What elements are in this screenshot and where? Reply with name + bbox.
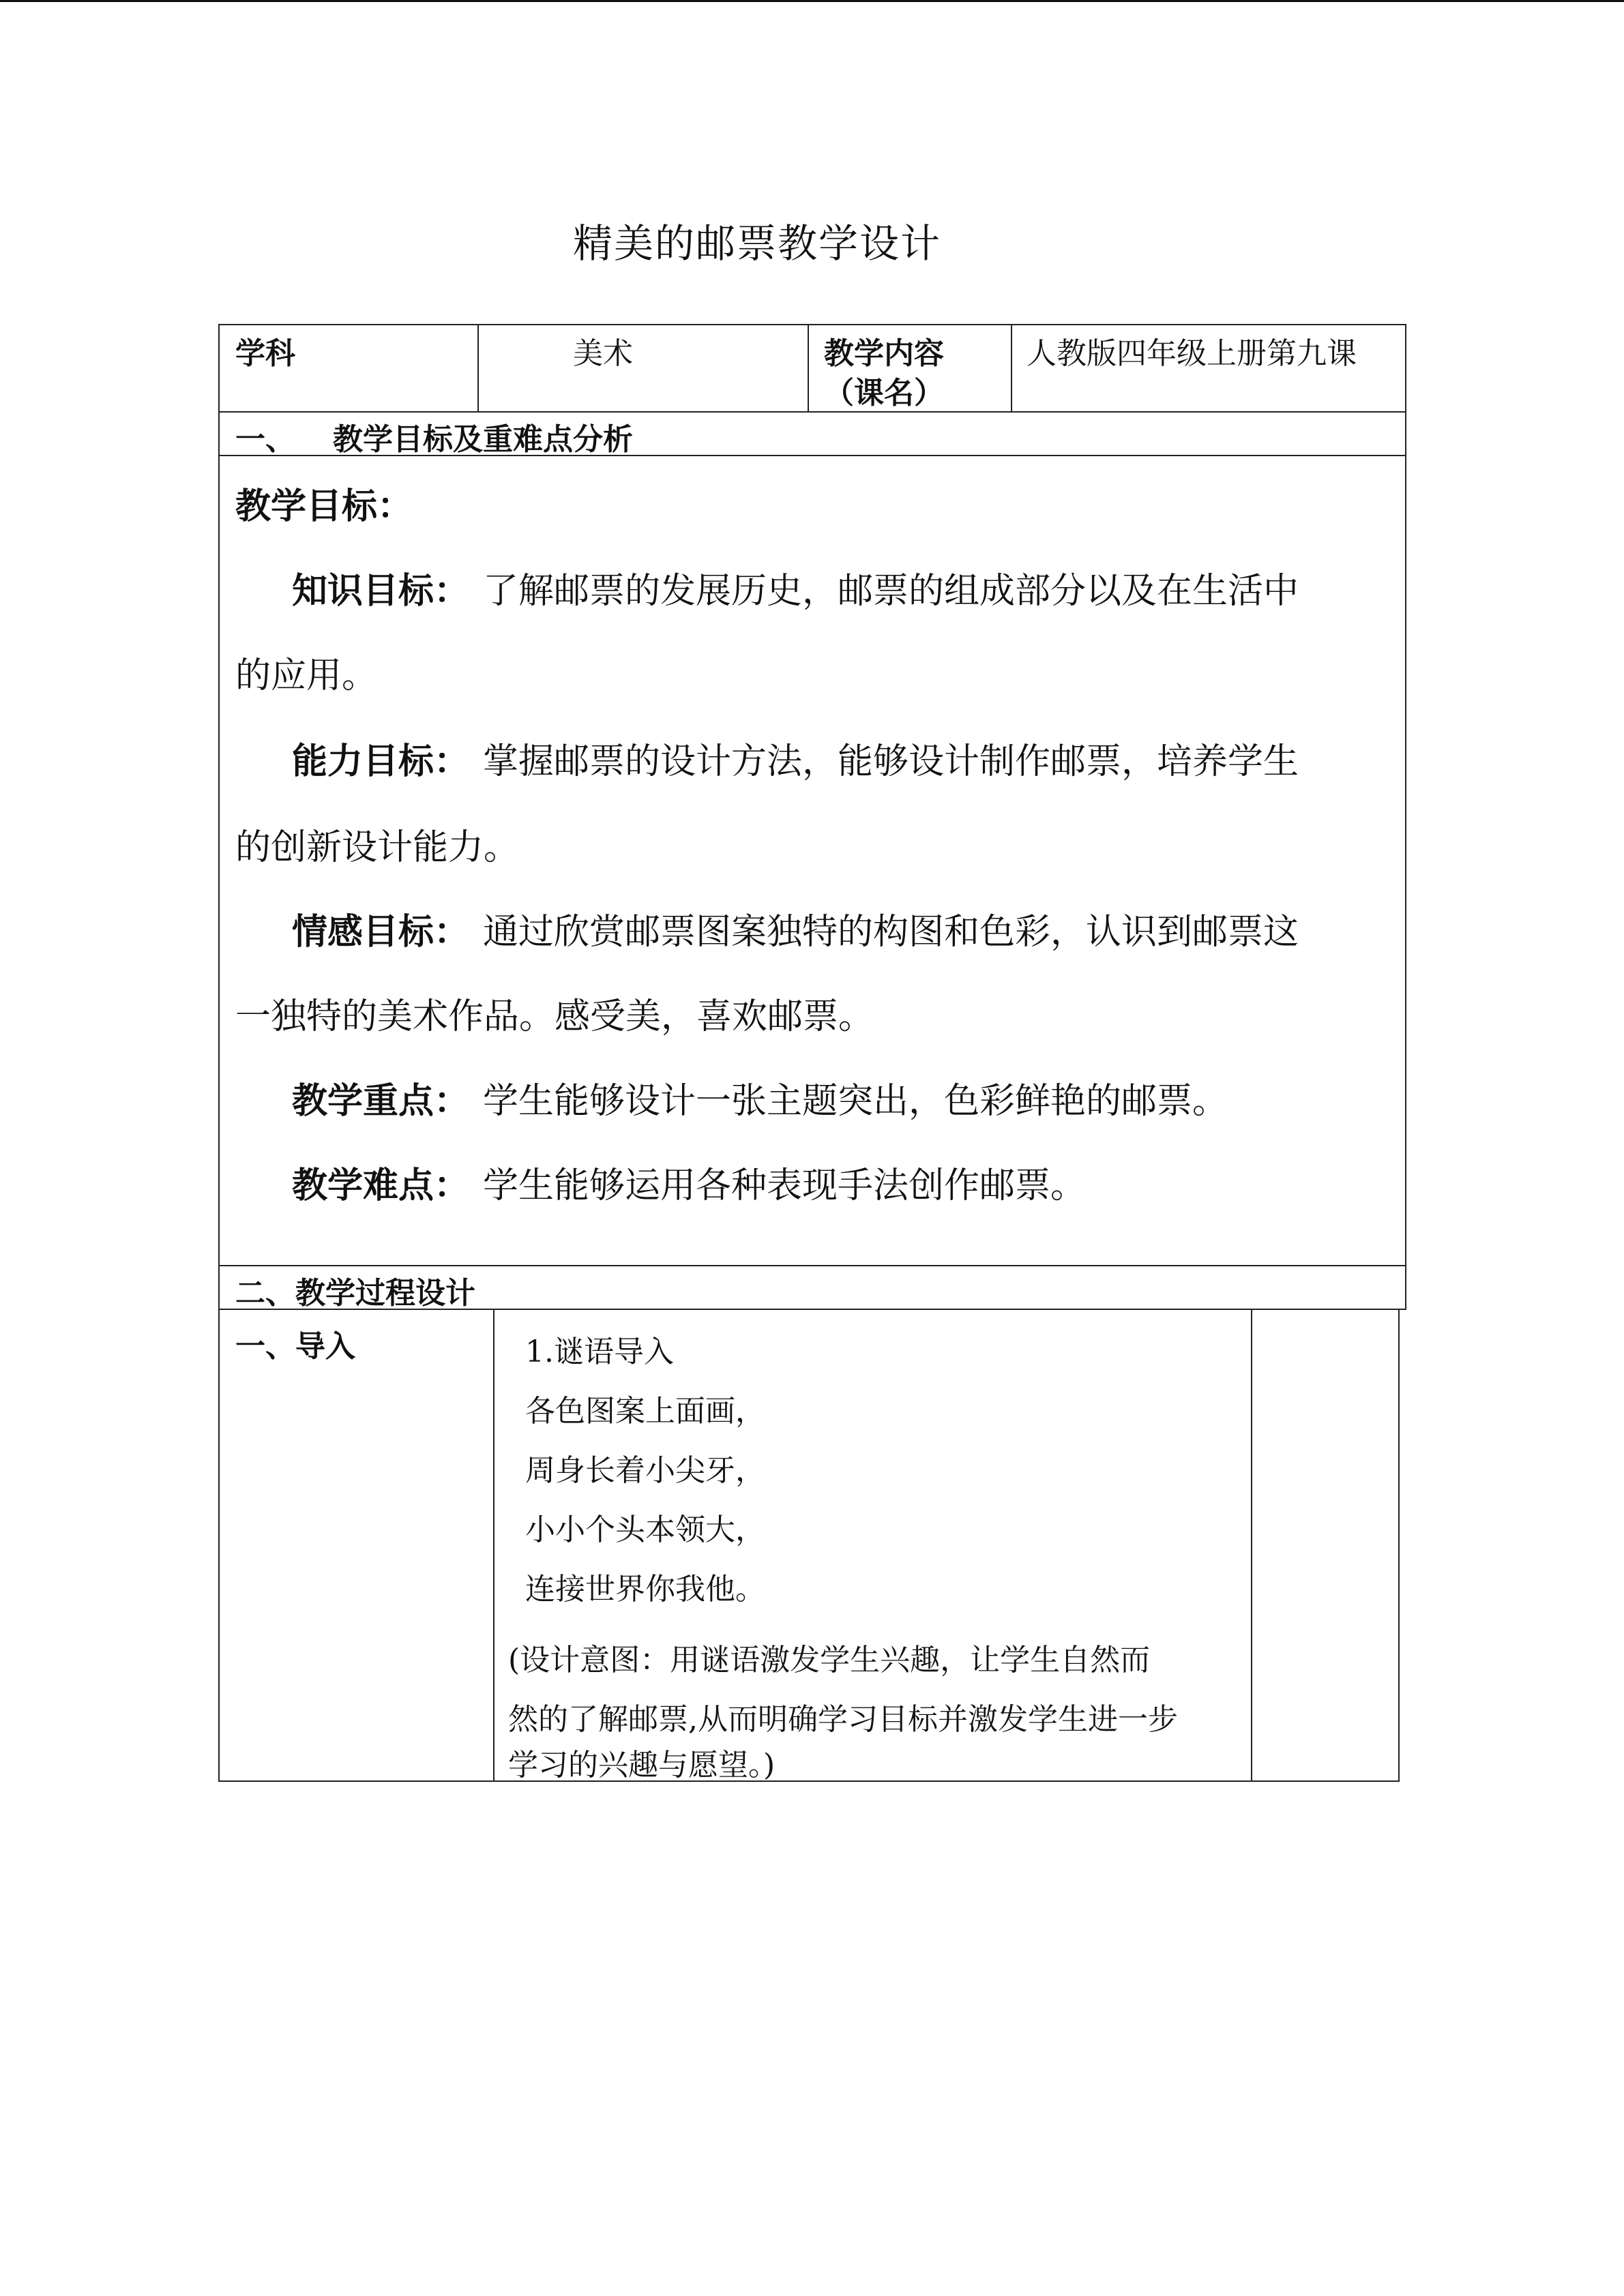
page-top-border (0, 0, 1624, 2)
knowledge-line1: 了解邮票的发展历史，邮票的组成部分以及在生活中 (483, 571, 1299, 612)
subject-value: 美术 (573, 336, 633, 371)
riddle-line: 小小个头本领大， (525, 1512, 765, 1547)
design-intent-line2: 然的了解邮票,从而明确学习目标并激发学生进一步 (508, 1702, 1178, 1737)
ability-label: 能力目标： (292, 741, 470, 782)
ability-line1: 掌握邮票的设计方法，能够设计制作邮票，培养学生 (483, 741, 1299, 782)
emotion-label: 情感目标： (292, 912, 470, 953)
design-intent-line1: (设计意图：用谜语激发学生兴趣，让学生自然而 (508, 1643, 1151, 1678)
goals-heading: 教学目标： (235, 486, 413, 527)
process-step-cell (218, 1309, 494, 1782)
key-point-label: 教学重点： (292, 1081, 470, 1122)
knowledge-line2: 的应用。 (235, 655, 378, 696)
riddle-line: 各色图案上面画， (525, 1394, 765, 1429)
process-step-label: 一、导入 (235, 1329, 355, 1364)
riddle-line: 周身长着小尖牙， (525, 1453, 765, 1488)
info-cell-subject-value (477, 324, 809, 413)
emotion-line2: 一独特的美术作品。感受美，喜欢邮票。 (235, 996, 874, 1037)
emotion-line1: 通过欣赏邮票图案独特的构图和色彩，认识到邮票这 (483, 912, 1299, 953)
section1-heading-text: 教学目标及重难点分析 (333, 422, 633, 457)
section1-heading-number: 一、 (235, 422, 295, 457)
subject-label: 学科 (235, 336, 295, 371)
content-label-line1: 教学内容 (824, 336, 944, 371)
ability-line2: 的创新设计能力。 (235, 827, 520, 868)
riddle-line: 连接世界你我他。 (525, 1572, 765, 1607)
process-notes-cell (1251, 1309, 1400, 1782)
key-point-text: 学生能够设计一张主题突出，色彩鲜艳的邮票。 (483, 1081, 1228, 1122)
difficulty-label: 教学难点： (292, 1165, 470, 1206)
content-value: 人教版四年级上册第九课 (1027, 336, 1357, 371)
difficulty-text: 学生能够运用各种表现手法创作邮票。 (483, 1165, 1087, 1206)
riddle-title: 1.谜语导入 (525, 1335, 674, 1369)
design-intent-line3: 学习的兴趣与愿望。) (508, 1748, 776, 1783)
knowledge-label: 知识目标： (292, 571, 470, 612)
document-title: 精美的邮票教学设计 (572, 220, 941, 267)
section2-heading: 二、教学过程设计 (235, 1276, 475, 1311)
content-label-line2: （课名） (824, 376, 944, 411)
